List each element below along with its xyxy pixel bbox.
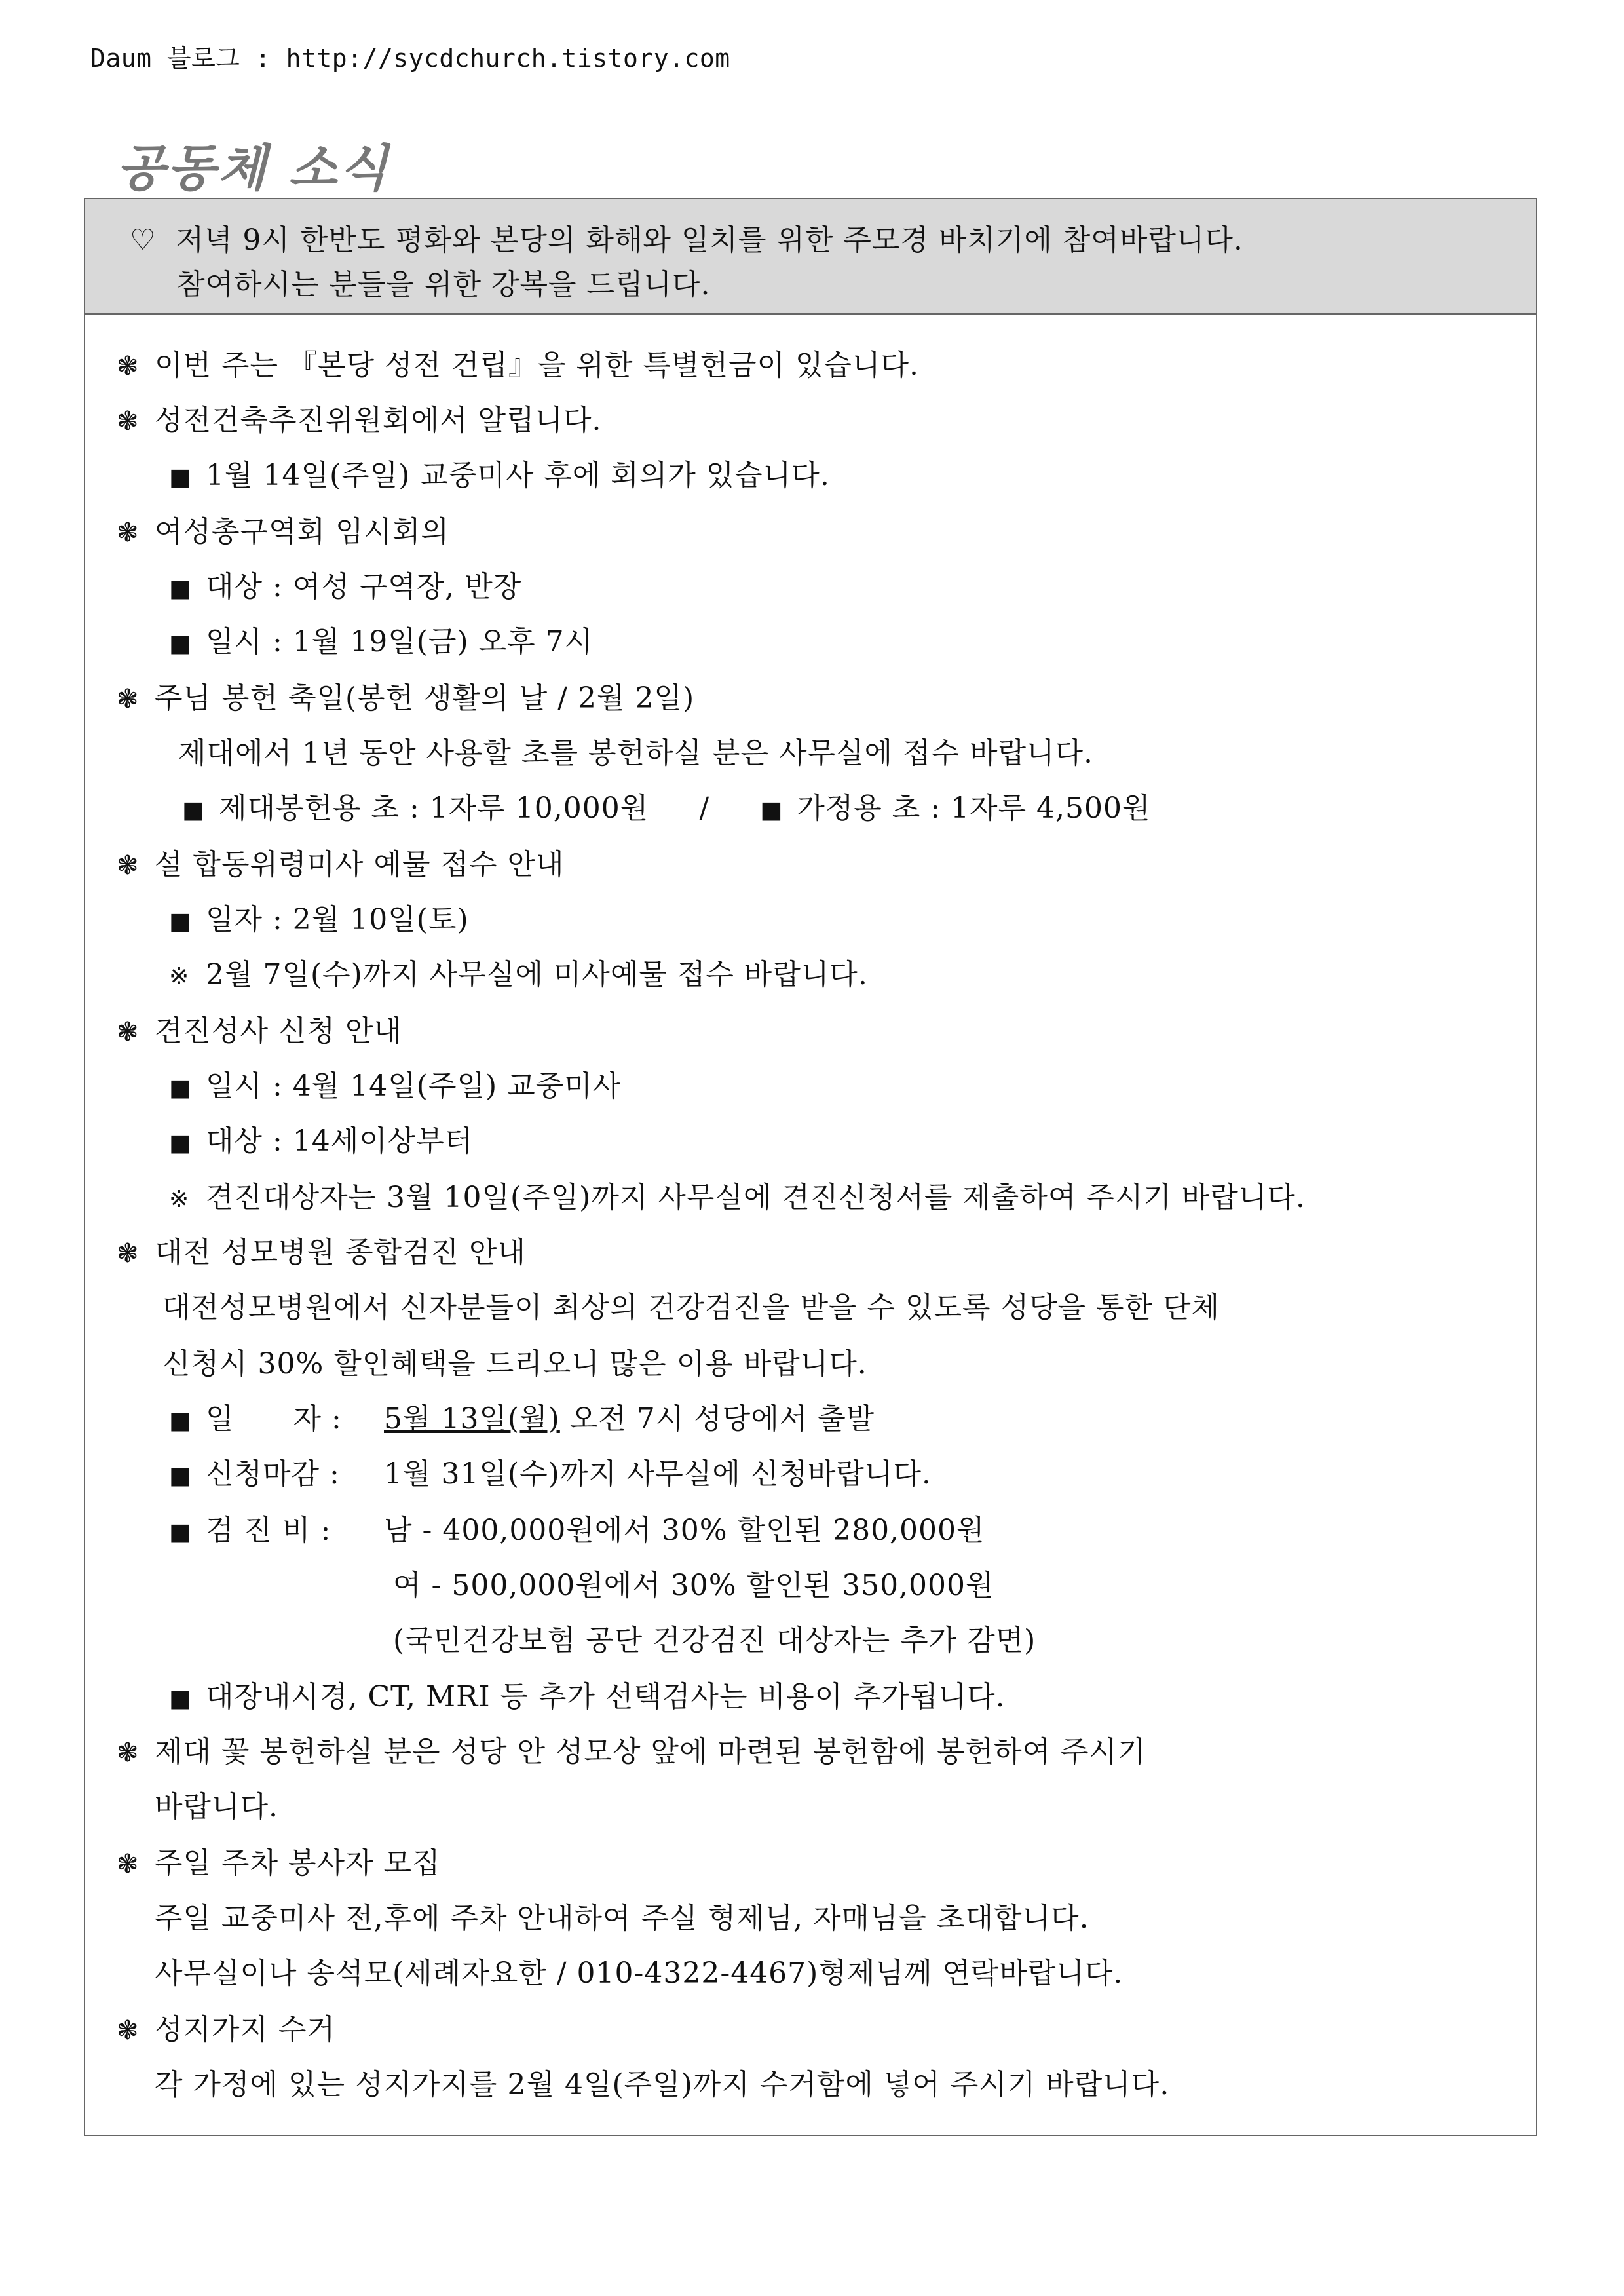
item-title: 성전건축추진위원회에서 알립니다. xyxy=(155,404,602,437)
sub-text: 대장내시경, CT, MRI 등 추가 선택검사는 비용이 추가됩니다. xyxy=(206,1680,1006,1713)
sub-text: 일시 : 1월 19일(금) 오후 7시 xyxy=(206,625,594,659)
item-body: 사무실이나 송석모(세례자요한 / 010-4322-4467)형제님께 연락바랍니다. xyxy=(155,1957,1124,1990)
item-title: 성지가지 수거 xyxy=(155,2013,336,2046)
square-bullet-icon: ■ xyxy=(169,1685,193,1712)
notice-item xyxy=(117,845,565,885)
sub-text: 일시 : 4월 14일(주일) 교중미사 xyxy=(206,1069,622,1103)
sub-text: 제대봉헌용 초 : 1자루 10,000원 xyxy=(219,792,649,825)
sub-item xyxy=(169,1067,621,1108)
sub-item xyxy=(169,456,830,497)
square-bullet-icon: ■ xyxy=(182,797,206,824)
prayer-banner xyxy=(85,199,1536,315)
cost-line: 여 - 500,000원에서 30% 할인된 350,000원 xyxy=(393,1569,994,1602)
note-text: 2월 7일(수)까지 사무실에 미사예물 접수 바랍니다. xyxy=(206,958,868,991)
sub-item xyxy=(182,789,1151,830)
flower-bullet-icon: ❃ xyxy=(117,1017,140,1047)
square-bullet-icon: ■ xyxy=(169,1463,193,1489)
notice-item xyxy=(117,1012,402,1052)
square-bullet-icon: ■ xyxy=(169,1130,193,1157)
flower-bullet-icon: ❃ xyxy=(117,518,140,548)
item-body: 제대에서 1년 동안 사용할 초를 봉헌하실 분은 사무실에 접수 바랍니다. xyxy=(178,737,1093,770)
notice-item xyxy=(117,401,602,441)
item-title: 주님 봉헌 축일(봉헌 생활의 날 / 2월 2일) xyxy=(155,681,695,715)
sub-text: 일자 : 2월 10일(토) xyxy=(206,903,469,936)
heart-outline-icon: ♡ xyxy=(130,223,157,257)
item-body: 신청시 30% 할인혜택을 드리오니 많은 이용 바랍니다. xyxy=(162,1347,867,1381)
sub-item xyxy=(169,1677,1006,1719)
sub-text: 대상 : 14세이상부터 xyxy=(206,1124,474,1158)
flower-bullet-icon: ❃ xyxy=(117,2016,140,2046)
notice-item xyxy=(117,1844,441,1884)
notice-item xyxy=(117,1732,1146,1772)
notice-box xyxy=(84,198,1537,2136)
note-mark-icon: ※ xyxy=(169,1186,190,1213)
item-body: 바랍니다. xyxy=(155,1790,279,1824)
sub-item xyxy=(169,567,521,609)
square-bullet-icon: ■ xyxy=(169,1519,193,1546)
sub-text: 오전 7시 성당에서 출발 xyxy=(559,1402,875,1436)
exam-date: 5월 13일(월) xyxy=(384,1402,560,1436)
square-bullet-icon: ■ xyxy=(169,630,193,657)
banner-line-2: 참여하시는 분들을 위한 강복을 드립니다. xyxy=(177,268,711,301)
blog-url-header: Daum 블로그 : http://sycdchurch.tistory.com xyxy=(90,44,730,73)
item-title: 이번 주는 『본당 성전 건립』을 위한 특별헌금이 있습니다. xyxy=(155,349,919,382)
note-item xyxy=(169,1178,1306,1219)
item-title: 주일 주차 봉사자 모집 xyxy=(155,1846,441,1880)
item-body: 대전성모병원에서 신자분들이 최상의 건강검진을 받을 수 있도록 성당을 통한 단체 xyxy=(162,1291,1220,1324)
sub-item xyxy=(169,1455,932,1496)
note-text: 견진대상자는 3월 10일(주일)까지 사무실에 견진신청서를 제출하여 주시기 바랍니다. xyxy=(206,1181,1306,1214)
flower-bullet-icon: ❃ xyxy=(117,351,140,381)
flower-bullet-icon: ❃ xyxy=(117,1238,140,1269)
note-item xyxy=(169,955,868,997)
sub-item xyxy=(169,1400,875,1441)
notice-item xyxy=(117,1233,526,1273)
banner-line-1 xyxy=(130,216,1243,258)
sub-item xyxy=(169,1122,473,1163)
sub-text: 대상 : 여성 구역장, 반장 xyxy=(206,570,522,603)
sub-label: 일 자 : xyxy=(206,1402,342,1436)
note-mark-icon: ※ xyxy=(169,963,190,990)
section-title: 공동체 소식 xyxy=(117,139,390,197)
item-title: 설 합동위령미사 예물 접수 안내 xyxy=(155,848,565,881)
flower-bullet-icon: ❃ xyxy=(117,851,140,881)
notice-item xyxy=(117,346,919,386)
sub-item xyxy=(169,900,469,942)
square-bullet-icon: ■ xyxy=(169,908,193,935)
flower-bullet-icon: ❃ xyxy=(117,1849,140,1879)
banner-text-1: 저녁 9시 한반도 평화와 본당의 화해와 일치를 위한 주모경 바치기에 참여바랍니다. xyxy=(176,223,1243,257)
item-body: 주일 교중미사 전,후에 주차 안내하여 주실 형제님, 자매님을 초대합니다. xyxy=(155,1902,1089,1935)
item-title: 견진성사 신청 안내 xyxy=(155,1014,403,1048)
square-bullet-icon: ■ xyxy=(169,575,193,602)
item-title: 제대 꽃 봉헌하실 분은 성당 안 성모상 앞에 마련된 봉헌함에 봉헌하여 주시기 xyxy=(155,1735,1146,1769)
item-body: 각 가정에 있는 성지가지를 2월 4일(주일)까지 수거함에 넣어 주시기 바랍니다. xyxy=(155,2068,1170,2101)
sub-item xyxy=(169,622,593,664)
square-bullet-icon: ■ xyxy=(169,1407,193,1434)
sub-text: 남 - 400,000원에서 30% 할인된 280,000원 xyxy=(384,1514,985,1547)
square-bullet-icon: ■ xyxy=(169,1075,193,1101)
flower-bullet-icon: ❃ xyxy=(117,684,140,714)
item-title: 여성총구역회 임시회의 xyxy=(155,515,450,548)
notice-item xyxy=(117,512,449,552)
sub-text: 가정용 초 : 1자루 4,500원 xyxy=(797,792,1151,825)
notice-item xyxy=(117,2010,335,2050)
sub-label: 검 진 비 : xyxy=(206,1514,331,1547)
cost-line: (국민건강보험 공단 건강검진 대상자는 추가 감면) xyxy=(393,1624,1036,1657)
flower-bullet-icon: ❃ xyxy=(117,406,140,436)
separator: / xyxy=(699,792,710,825)
sub-item xyxy=(169,1511,985,1552)
item-title: 대전 성모병원 종합검진 안내 xyxy=(155,1236,527,1269)
sub-text: 1월 14일(주일) 교중미사 후에 회의가 있습니다. xyxy=(206,459,830,492)
sub-text: 1월 31일(수)까지 사무실에 신청바랍니다. xyxy=(384,1457,932,1491)
square-bullet-icon: ■ xyxy=(760,797,784,824)
sub-label: 신청마감 : xyxy=(206,1457,340,1491)
square-bullet-icon: ■ xyxy=(169,464,193,491)
notice-item xyxy=(117,679,694,719)
flower-bullet-icon: ❃ xyxy=(117,1738,140,1768)
